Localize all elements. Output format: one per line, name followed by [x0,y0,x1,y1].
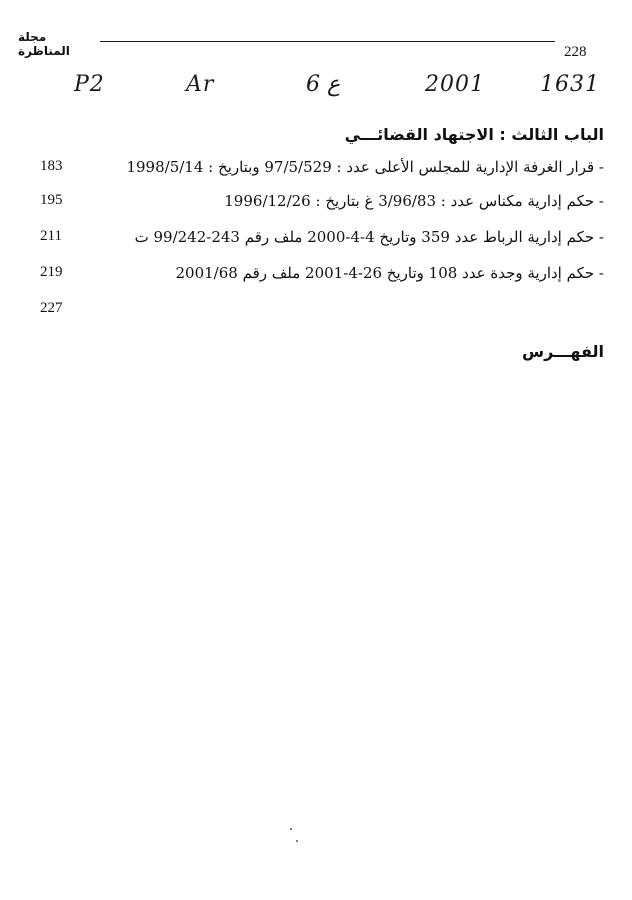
toc-entry-text: - حكم إدارية مكناس عدد : 3/96/83 غ بتاريخ : 1996/12/26 [224,192,604,210]
page-number: 228 [564,44,587,60]
toc-entry-text: الفهـــرس [521,342,604,361]
handwritten-mark-4: 2001 [425,72,485,97]
toc-row [0,158,632,184]
handwritten-mark-5: 1631 [540,72,600,97]
toc-row [0,300,632,361]
toc-page-number: 227 [40,300,63,316]
scan-speck [290,828,292,830]
header-rule [100,41,555,42]
toc-entry-text: - حكم إدارية الرباط عدد 359 وتاريخ 4-4-2000 ملف رقم 243-99/242 ت [134,228,604,246]
toc-entry-text: - حكم إدارية وجدة عدد 108 وتاريخ 26-4-2001 ملف رقم 2001/68 [175,264,604,282]
handwritten-mark-1: P2 [74,72,105,97]
journal-name: مجلة المناظرة [18,30,70,58]
section-title: الباب الثالث : الاجتهاد القضائـــي [344,125,604,144]
toc-page-number: 219 [40,264,63,280]
scan-speck [296,840,298,842]
toc-page-number: 183 [40,158,63,174]
handwritten-mark-3: 6 ع [306,72,341,97]
toc-entry-text: - قرار الغرفة الإدارية للمجلس الأعلى عدد : 97/5/529 وبتاريخ : 1998/5/14 [126,158,604,176]
toc-row [0,192,632,218]
toc-row [0,228,632,254]
handwritten-mark-2: Ar [186,72,215,97]
toc-page-number: 195 [40,192,63,208]
toc-row [0,264,632,290]
toc-page-number: 211 [40,228,62,244]
